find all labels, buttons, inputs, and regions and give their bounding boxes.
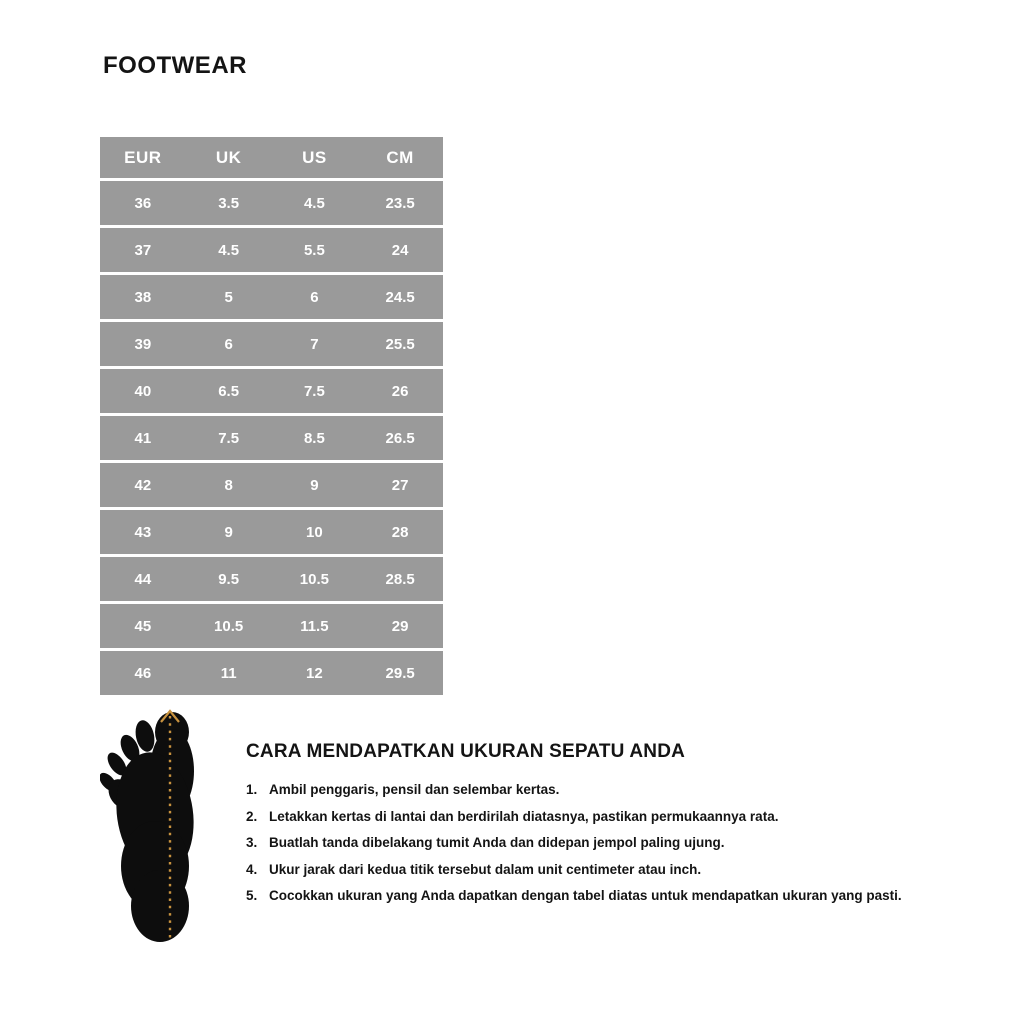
size-table-cell: 36 [100,181,186,225]
size-table-cell: 6.5 [186,369,272,413]
size-table-row [100,369,443,413]
size-table-cell: 29 [357,604,443,648]
size-table-cell: 44 [100,557,186,601]
guide-step-number: 4. [246,861,258,877]
size-table-row [100,416,443,460]
size-table-container [100,134,443,698]
size-table-cell: 27 [357,463,443,507]
size-table-row [100,275,443,319]
foot-silhouette [100,712,201,942]
size-table-cell: 10.5 [186,604,272,648]
size-table-cell: 7 [272,322,358,366]
size-table-header-cell: EUR [100,137,186,178]
size-table-row [100,557,443,601]
size-table-cell: 25.5 [357,322,443,366]
guide-step [246,834,846,851]
size-table-header-row [100,137,443,178]
size-table-cell: 28 [357,510,443,554]
size-table-cell: 8.5 [272,416,358,460]
size-table-cell: 9 [272,463,358,507]
guide-step-text: Buatlah tanda dibelakang tumit Anda dan didepan jempol paling ujung. [269,835,725,850]
size-table-cell: 24 [357,228,443,272]
size-table-cell: 38 [100,275,186,319]
size-table-cell: 3.5 [186,181,272,225]
page-title: FOOTWEAR [103,52,247,79]
size-table-cell: 43 [100,510,186,554]
size-table-cell: 42 [100,463,186,507]
guide-heading: CARA MENDAPATKAN UKURAN SEPATU ANDA [246,741,686,762]
size-table-cell: 10.5 [272,557,358,601]
guide-steps-list [246,781,902,914]
size-table-row [100,181,443,225]
size-table-cell: 23.5 [357,181,443,225]
size-table-cell: 24.5 [357,275,443,319]
size-table-row [100,463,443,507]
guide-step-number: 3. [246,835,258,850]
size-table-cell: 37 [100,228,186,272]
guide-step [246,861,846,878]
guide-step-text: Cocokkan ukuran yang Anda dapatkan dengan tabel diatas untuk mendapatkan ukuran yang pasti. [269,888,902,903]
size-table-cell: 6 [186,322,272,366]
size-table-cell: 5.5 [272,228,358,272]
size-table-cell: 9 [186,510,272,554]
guide-step [246,808,846,825]
size-table-cell: 11.5 [272,604,358,648]
size-table-cell: 39 [100,322,186,366]
guide-step [246,887,902,904]
size-table-cell: 4.5 [272,181,358,225]
size-table-cell: 40 [100,369,186,413]
size-table-cell: 9.5 [186,557,272,601]
guide-step-number: 1. [246,782,258,797]
size-table-cell: 4.5 [186,228,272,272]
size-table-cell: 45 [100,604,186,648]
size-table-cell: 5 [186,275,272,319]
size-table-cell: 41 [100,416,186,460]
size-table-cell: 11 [186,651,272,695]
size-table [100,134,443,698]
size-table-row [100,651,443,695]
size-table-header-cell: CM [357,137,443,178]
size-table-row [100,228,443,272]
size-table-cell: 26 [357,369,443,413]
size-table-cell: 7.5 [272,369,358,413]
size-table-header-cell: US [272,137,358,178]
size-table-row [100,322,443,366]
size-table-cell: 8 [186,463,272,507]
guide-step-text: Ukur jarak dari kedua titik tersebut dalam unit centimeter atau inch. [269,861,702,877]
guide-step-number: 2. [246,808,258,824]
guide-step [246,781,846,798]
guide-step-text: Ambil penggaris, pensil dan selembar kertas. [269,782,560,797]
size-table-cell: 10 [272,510,358,554]
size-table-cell: 7.5 [186,416,272,460]
size-table-cell: 12 [272,651,358,695]
size-table-cell: 46 [100,651,186,695]
size-table-row [100,510,443,554]
size-table-cell: 28.5 [357,557,443,601]
foot-measurement-illustration [100,706,220,951]
size-table-body [100,181,443,695]
size-table-cell: 26.5 [357,416,443,460]
guide-step-number: 5. [246,888,258,903]
size-table-cell: 29.5 [357,651,443,695]
size-table-row [100,604,443,648]
size-table-header-cell: UK [186,137,272,178]
guide-step-text: Letakkan kertas di lantai dan berdirilah diatasnya, pastikan permukaannya rata. [269,808,779,824]
size-table-cell: 6 [272,275,358,319]
